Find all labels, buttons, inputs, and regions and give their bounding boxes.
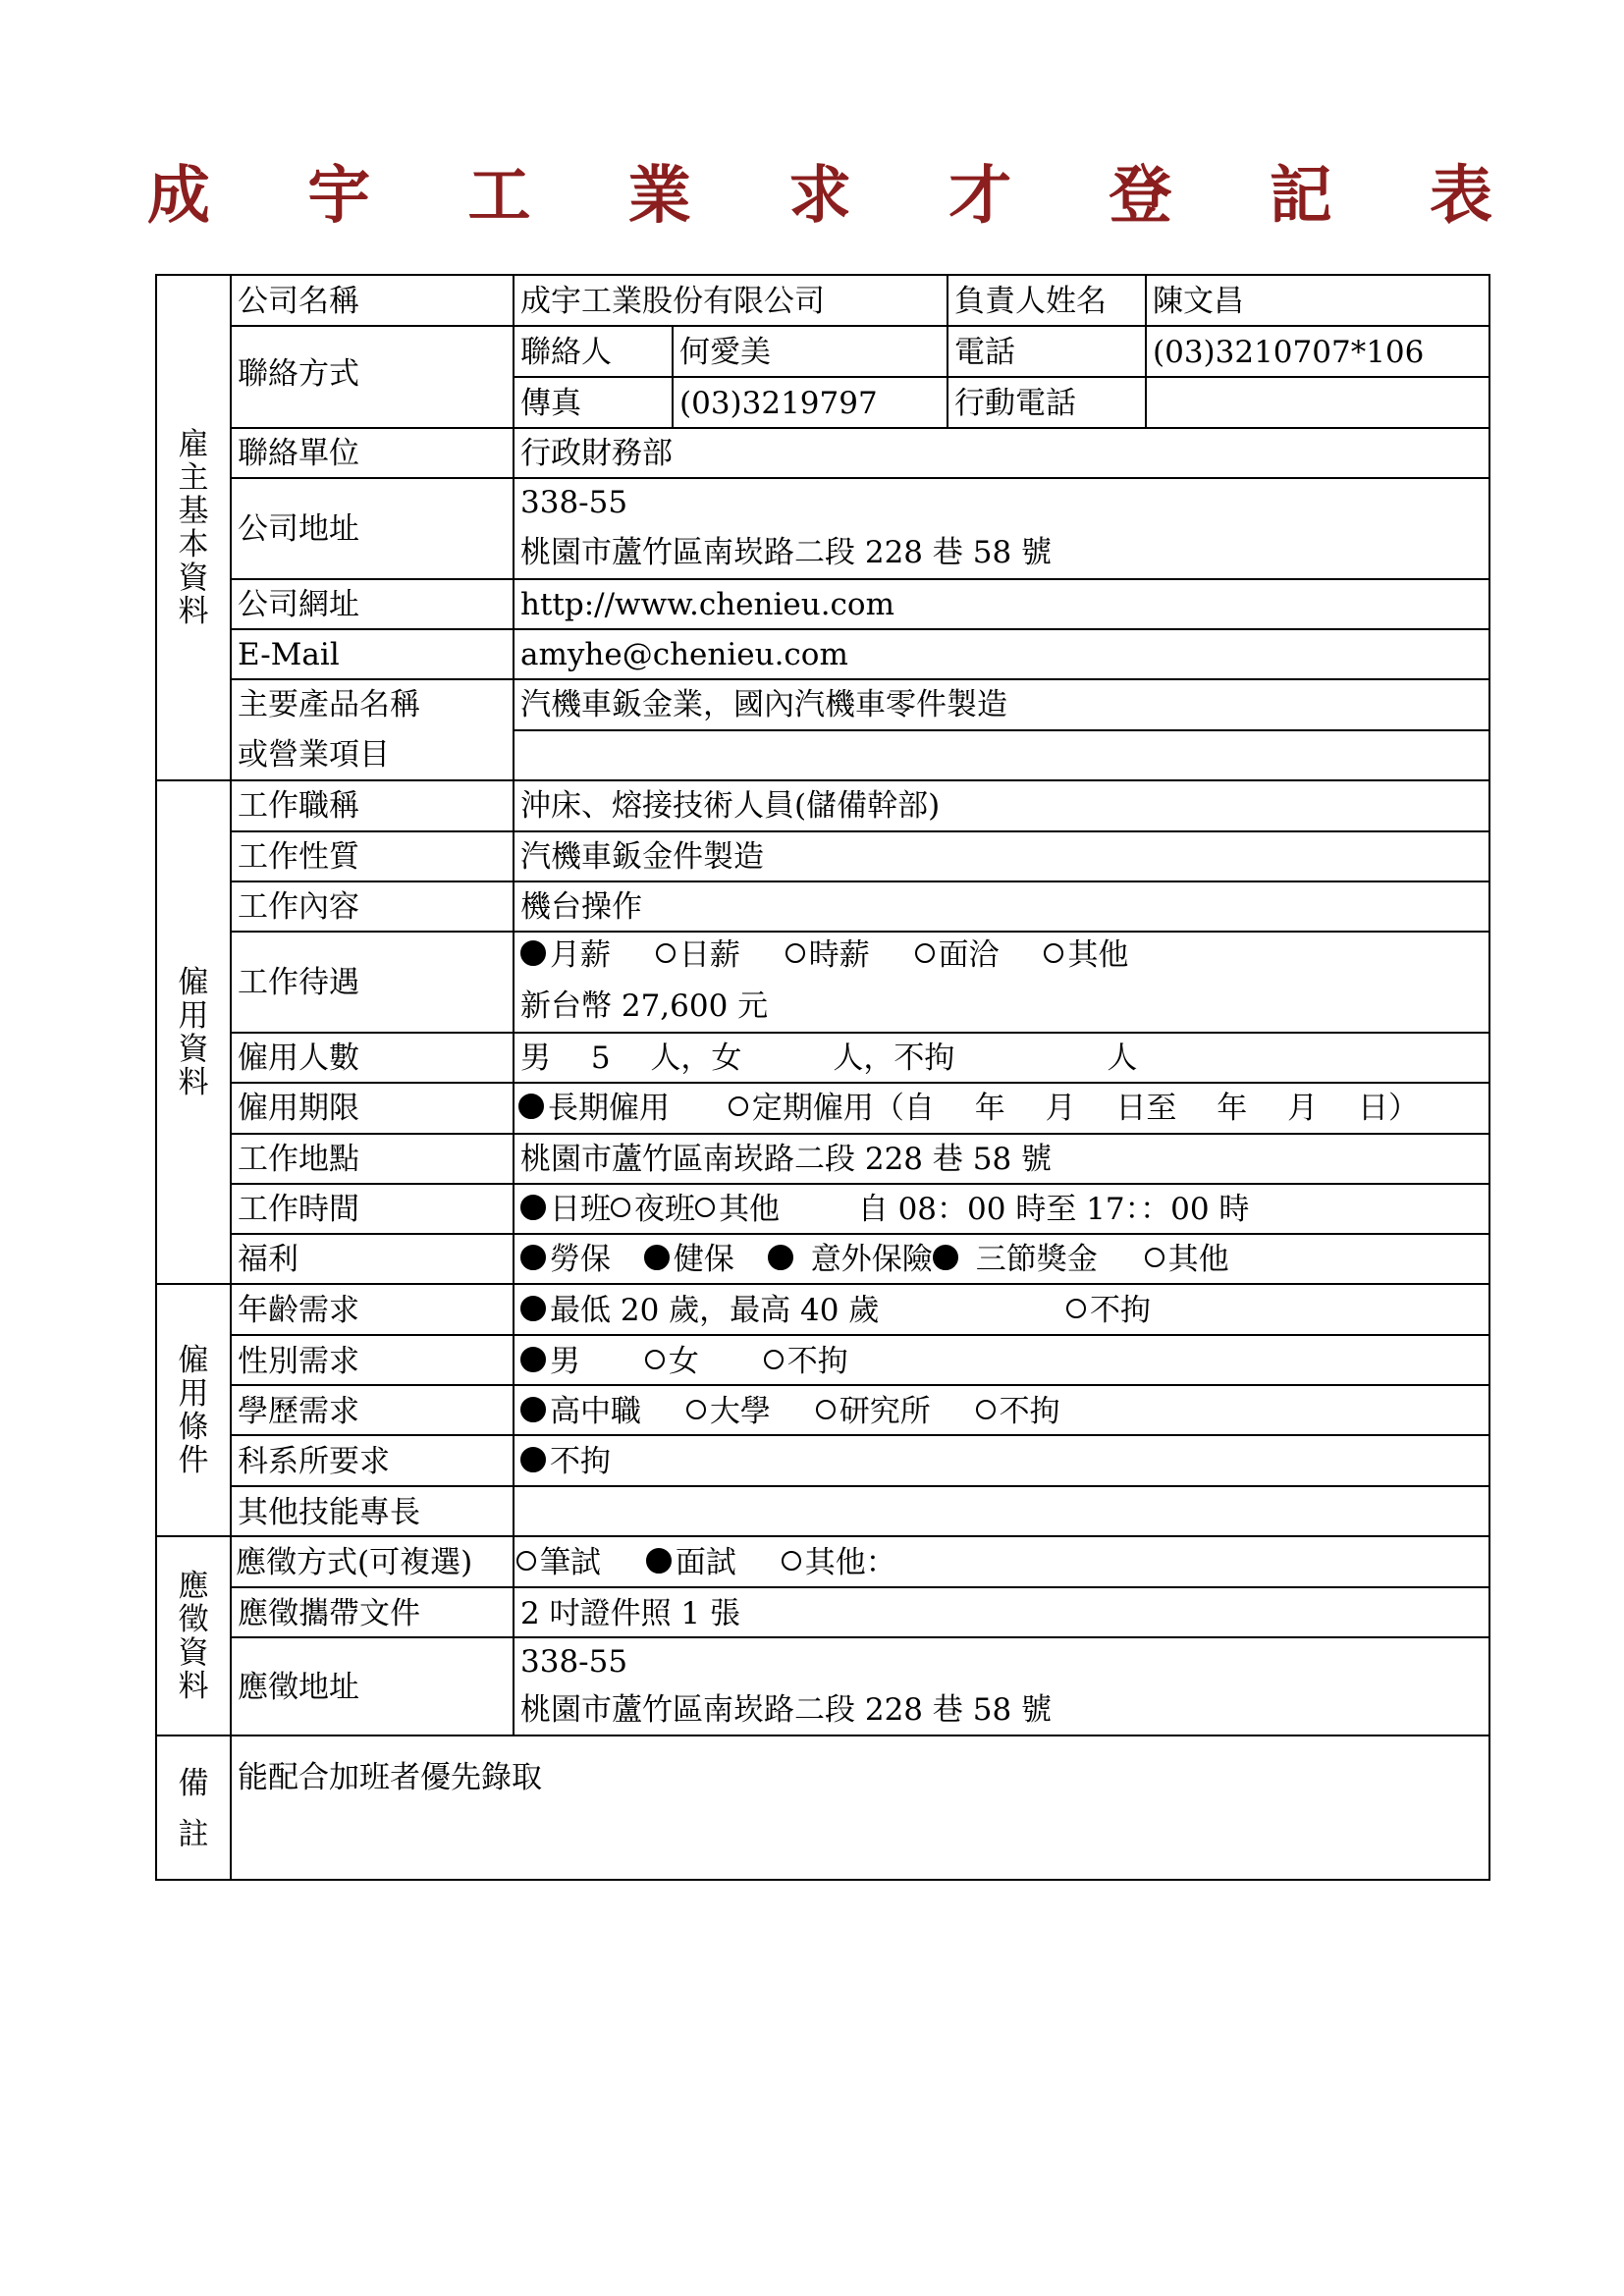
- divider: [230, 881, 1490, 882]
- shift-other-label: 其他: [719, 1192, 780, 1227]
- headcount-label: 僱用人數: [238, 1041, 359, 1076]
- divider: [230, 628, 1490, 630]
- apply-method-options: [514, 1543, 1487, 1582]
- company-name-value: 成宇工業股份有限公司: [520, 284, 825, 319]
- apply-method-option[interactable]: [646, 1543, 736, 1582]
- title-char: 宇: [307, 159, 371, 233]
- radio-checked-icon: [644, 1245, 670, 1270]
- job-content-value: 機台操作: [520, 889, 642, 925]
- phone-label: 電話: [954, 335, 1015, 370]
- divider: [230, 578, 1490, 580]
- period-label: 僱用期限: [238, 1091, 359, 1126]
- age-options: [514, 1291, 1487, 1330]
- contact-person-label: 聯絡人: [520, 335, 612, 370]
- apply-docs-label: 應徵攜帶文件: [238, 1596, 420, 1631]
- benefits-options: [514, 1240, 1487, 1279]
- radio-unchecked-icon: [782, 1551, 801, 1571]
- job-nature-value: 汽機車鈑金件製造: [520, 839, 764, 875]
- radio-unchecked-icon: [656, 943, 676, 963]
- major-option[interactable]: [520, 1444, 611, 1479]
- location-label: 工作地點: [238, 1142, 359, 1177]
- title-char: 成: [147, 159, 210, 233]
- title-char: 才: [948, 159, 1012, 233]
- divider: [157, 1535, 1490, 1537]
- shift-night-label: 夜班: [634, 1192, 695, 1227]
- section-employer-info: 雇 主 基 本 資 料: [178, 426, 209, 629]
- gender-options: [514, 1342, 1487, 1381]
- remarks-value: 能配合加班者優先錄取: [238, 1760, 542, 1795]
- benefits-label: 福利: [238, 1242, 298, 1277]
- headcount-value: 男 5 人，女 人，不拘 人: [520, 1041, 1138, 1076]
- apply-address-zip: 338-55: [520, 1644, 628, 1680]
- radio-unchecked-icon: [516, 1551, 536, 1571]
- education-option[interactable]: [816, 1392, 931, 1431]
- shift-other-option[interactable]: [695, 1192, 780, 1227]
- divider: [230, 1183, 1490, 1185]
- benefit-option[interactable]: [1145, 1240, 1229, 1279]
- benefit-label: 健保: [673, 1242, 734, 1277]
- pay-amount: 新台幣 27,600 元: [520, 988, 769, 1024]
- pay-label: 工作待遇: [238, 965, 359, 1000]
- hours-options: [514, 1190, 1487, 1229]
- divider: [157, 1283, 1490, 1285]
- section-remarks: 備 註: [178, 1765, 209, 1852]
- divider: [230, 1485, 1490, 1487]
- email-value: amyhe@chenieu.com: [520, 637, 848, 672]
- divider: [230, 678, 1490, 680]
- education-option-label: 高中職: [550, 1394, 641, 1429]
- pay-option-label: 日薪: [678, 937, 740, 973]
- radio-unchecked-icon: [729, 1096, 748, 1116]
- education-options: [514, 1392, 1487, 1431]
- radio-unchecked-icon: [645, 1350, 665, 1369]
- hours-value: 自 08：00 時至 17：：00 時: [857, 1192, 1250, 1227]
- age-any-label: 不拘: [1090, 1293, 1151, 1328]
- benefit-option[interactable]: [933, 1240, 1098, 1279]
- age-label: 年齡需求: [238, 1293, 359, 1328]
- education-option-label: 研究所: [839, 1394, 931, 1429]
- pay-option[interactable]: [785, 935, 870, 975]
- radio-unchecked-icon: [976, 1400, 996, 1419]
- products-value: 汽機車鈑金業，國內汽機車零件製造: [520, 687, 1007, 722]
- period-long-option[interactable]: [518, 1089, 670, 1128]
- apply-method-label: 應徵方式(可複選): [236, 1545, 473, 1580]
- gender-option-label: 女: [668, 1344, 699, 1379]
- benefit-option[interactable]: [644, 1240, 734, 1279]
- radio-unchecked-icon: [695, 1198, 715, 1217]
- phone-value: (03)3210707*106: [1153, 335, 1425, 370]
- title-char: 工: [467, 159, 531, 233]
- divider: [230, 1133, 1490, 1135]
- section-application-info: 應 徵 資 料: [178, 1568, 209, 1704]
- divider: [230, 427, 1490, 429]
- title-char: 求: [788, 159, 851, 233]
- pay-option[interactable]: [520, 935, 611, 975]
- title-char: 表: [1430, 159, 1492, 233]
- education-option[interactable]: [976, 1392, 1060, 1431]
- job-title-label: 工作職稱: [238, 788, 359, 824]
- radio-checked-icon: [520, 1195, 546, 1220]
- radio-checked-icon: [520, 1296, 546, 1321]
- apply-address-value: 桃園市蘆竹區南崁路二段 228 巷 58 號: [520, 1692, 1053, 1728]
- divider: [230, 830, 1490, 832]
- divider: [230, 931, 1490, 933]
- divider: [230, 1586, 1490, 1588]
- radio-unchecked-icon: [785, 943, 805, 963]
- apply-docs-value: 2 吋證件照 1 張: [520, 1596, 741, 1631]
- age-any-option[interactable]: [1066, 1293, 1151, 1328]
- radio-unchecked-icon: [915, 943, 935, 963]
- divider: [230, 1032, 1490, 1034]
- divider: [157, 1735, 1490, 1736]
- job-nature-label: 工作性質: [238, 839, 359, 875]
- radio-unchecked-icon: [816, 1400, 836, 1419]
- benefit-label: 勞保: [550, 1242, 611, 1277]
- radio-checked-icon: [520, 1347, 546, 1372]
- divider: [230, 1434, 1490, 1436]
- education-option-label: 大學: [709, 1394, 771, 1429]
- section-hiring-info: 僱 用 資 料: [178, 964, 209, 1100]
- hours-label: 工作時間: [238, 1192, 359, 1227]
- gender-option[interactable]: [764, 1342, 848, 1381]
- divider: [230, 325, 1490, 327]
- radio-checked-icon: [520, 1245, 546, 1270]
- skills-label: 其他技能專長: [238, 1495, 420, 1530]
- products-label-2: 或營業項目: [238, 737, 390, 773]
- title-char: 業: [627, 159, 691, 233]
- company-address-zip: 338-55: [520, 485, 628, 520]
- contact-method-label: 聯絡方式: [238, 356, 359, 392]
- divider: [230, 1334, 1490, 1336]
- fax-label: 傳真: [520, 386, 581, 421]
- pay-options: [514, 935, 1487, 975]
- gender-option-label: 不拘: [786, 1344, 848, 1379]
- radio-unchecked-icon: [1044, 943, 1063, 963]
- shift-night-option[interactable]: [611, 1192, 695, 1227]
- owner-value: 陳文昌: [1153, 284, 1244, 319]
- pay-option-label: 其他: [1067, 937, 1129, 973]
- apply-method-option[interactable]: [782, 1543, 896, 1582]
- gender-label: 性別需求: [238, 1344, 359, 1379]
- company-address-label: 公司地址: [238, 511, 359, 547]
- radio-checked-icon: [520, 1397, 546, 1422]
- radio-checked-icon: [646, 1548, 672, 1574]
- radio-checked-icon: [768, 1245, 793, 1270]
- apply-method-option-label: 筆試: [540, 1545, 601, 1580]
- section-hiring-conditions: 僱 用 條 件: [178, 1342, 209, 1478]
- form-title: [147, 157, 1492, 236]
- divider: [513, 376, 1490, 378]
- divider: [230, 1384, 1490, 1386]
- dept-label: 聯絡單位: [238, 436, 359, 471]
- apply-method-option-label: 面試: [675, 1545, 736, 1580]
- divider: [230, 1082, 1490, 1084]
- period-options: [514, 1089, 1489, 1128]
- contact-person-value: 何愛美: [679, 335, 771, 370]
- pay-option-label: 時薪: [808, 937, 870, 973]
- apply-address-label: 應徵地址: [238, 1670, 359, 1705]
- apply-method-option-label: 其他：: [804, 1545, 896, 1580]
- location-value: 桃園市蘆竹區南崁路二段 228 巷 58 號: [520, 1142, 1053, 1177]
- pay-option[interactable]: [915, 935, 1000, 975]
- pay-option-label: 月薪: [550, 937, 611, 973]
- mobile-label: 行動電話: [954, 386, 1076, 421]
- gender-option[interactable]: [520, 1342, 580, 1381]
- radio-unchecked-icon: [764, 1350, 784, 1369]
- radio-checked-icon: [520, 1447, 546, 1472]
- job-content-label: 工作內容: [238, 889, 359, 925]
- age-range-label: 最低 20 歲，最高 40 歲: [550, 1293, 880, 1328]
- radio-unchecked-icon: [611, 1198, 630, 1217]
- owner-label: 負責人姓名: [954, 284, 1107, 319]
- divider: [157, 779, 1490, 781]
- age-range-option[interactable]: [520, 1291, 1066, 1330]
- education-option[interactable]: [686, 1392, 771, 1431]
- major-option-label: 不拘: [550, 1444, 611, 1479]
- gender-option[interactable]: [645, 1342, 699, 1381]
- major-label: 科系所要求: [238, 1444, 390, 1479]
- benefit-label: 意外保險: [810, 1242, 933, 1277]
- company-name-label: 公司名稱: [238, 284, 359, 319]
- education-label: 學歷需求: [238, 1394, 359, 1429]
- major-options: [514, 1442, 1487, 1481]
- gender-option-label: 男: [550, 1344, 580, 1379]
- pay-option-label: 面洽: [938, 937, 1000, 973]
- dept-value: 行政財務部: [520, 436, 673, 471]
- radio-unchecked-icon: [1066, 1299, 1086, 1318]
- education-option[interactable]: [520, 1392, 641, 1431]
- radio-checked-icon: [520, 940, 546, 966]
- benefit-label: 三節獎金: [975, 1242, 1098, 1277]
- radio-unchecked-icon: [686, 1400, 706, 1419]
- products-label: 主要產品名稱: [238, 687, 420, 722]
- benefit-option[interactable]: [768, 1240, 933, 1279]
- benefit-label: 其他: [1167, 1242, 1229, 1277]
- job-title-value: 沖床、熔接技術人員(儲備幹部): [520, 788, 941, 824]
- shift-day-label: 日班: [550, 1192, 611, 1227]
- benefit-option[interactable]: [520, 1240, 611, 1279]
- website-value: http://www.chenieu.com: [520, 587, 894, 622]
- pay-option[interactable]: [656, 935, 740, 975]
- company-address-value: 桃園市蘆竹區南崁路二段 228 巷 58 號: [520, 535, 1053, 570]
- title-char: 記: [1269, 159, 1332, 233]
- period-fixed-option[interactable]: [729, 1089, 1419, 1128]
- apply-method-option[interactable]: [516, 1543, 601, 1582]
- fax-value: (03)3219797: [679, 386, 878, 421]
- pay-option[interactable]: [1044, 935, 1128, 975]
- radio-checked-icon: [518, 1094, 544, 1119]
- period-long-label: 長期僱用: [548, 1091, 670, 1126]
- shift-day-option[interactable]: [520, 1192, 611, 1227]
- divider: [513, 729, 1490, 731]
- period-fixed-label: 定期僱用（自 年 月 日至 年 月 日）: [751, 1091, 1419, 1126]
- website-label: 公司網址: [238, 587, 359, 622]
- radio-unchecked-icon: [1145, 1248, 1164, 1267]
- radio-checked-icon: [933, 1245, 958, 1270]
- email-label: E-Mail: [238, 637, 340, 672]
- education-option-label: 不拘: [999, 1394, 1060, 1429]
- divider: [230, 1233, 1490, 1235]
- job-registration-form: [155, 274, 1490, 1881]
- title-char: 登: [1109, 159, 1172, 233]
